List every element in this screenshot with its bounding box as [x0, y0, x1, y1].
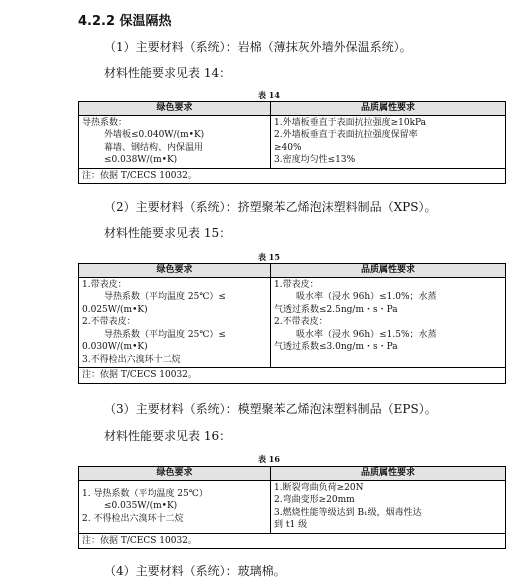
text-line: 2. 不得检出六溴环十二烷	[82, 513, 184, 524]
text-line: 2.不带表皮：	[274, 317, 328, 327]
header-quality: 品质属性要求	[271, 102, 506, 116]
text-line: 3.不得检出六溴环十二烷	[82, 354, 181, 365]
material-1-text: （1）主要材料（系统）：岩棉（薄抹灰外墙外保温系统）。	[104, 40, 412, 54]
text-line: 导热系数（平均温度 25℃）≤	[104, 329, 226, 340]
header-green: 绿色要求	[79, 467, 271, 481]
text-line: ≤0.035W/(m•K)	[104, 501, 178, 512]
text-line: 0.030W/(m•K)	[82, 342, 148, 352]
table-14-caption: 表 14	[258, 90, 280, 100]
text-line: 气透过系数≤2.5ng/m・s・Pa	[274, 304, 398, 315]
table-note-row	[79, 368, 506, 384]
table-row	[79, 480, 506, 533]
text-line: 2.外墙板垂直于表面抗拉强度保留率	[274, 130, 418, 140]
text-line: 导热系数（平均温度 25℃）≤	[104, 292, 226, 302]
text-line: 1.外墙板垂直于表面抗拉强度≥10kPa	[274, 117, 427, 128]
text-line: 2.弯曲变形≥20mm	[274, 495, 355, 505]
text-line: 2.不带表皮：	[82, 317, 136, 327]
table-header-row	[79, 264, 506, 278]
table-row	[79, 115, 506, 168]
cell-quality	[271, 115, 506, 168]
section-title: 保温隔热	[119, 14, 172, 29]
table-14	[78, 101, 506, 184]
text-line: 1. 导热系数（平均温度 25℃）	[82, 488, 208, 499]
text-line: 1.带表皮：	[82, 279, 127, 290]
header-quality: 品质属性要求	[271, 467, 506, 481]
material-2-text: （2）主要材料（系统）：挤塑聚苯乙烯泡沫塑料制品（XPS）。	[104, 200, 437, 214]
cell-quality	[271, 480, 506, 533]
text-line: 3.密度均匀性≤13%	[274, 155, 356, 165]
table-15	[78, 263, 506, 384]
text-line: 0.025W/(m•K)	[82, 304, 148, 315]
table-15-intro: 材料性能要求见表 15：	[104, 226, 232, 240]
table-row	[79, 277, 506, 368]
table-note-row	[79, 533, 506, 549]
header-quality: 品质属性要求	[271, 264, 506, 278]
table-15-caption: 表 15	[258, 252, 280, 262]
text-line: 到 t1 级	[274, 520, 308, 530]
table-16	[78, 466, 506, 549]
table-note: 注：依据 T/CECS 10032。	[79, 533, 506, 549]
table-16-caption: 表 16	[258, 454, 280, 464]
table-header-row	[79, 467, 506, 481]
table-header-row	[79, 102, 506, 116]
text-line: 幕墙、钢结构、内保温用	[104, 142, 204, 153]
text-line: ≤0.038W/(m•K)	[104, 155, 178, 165]
text-line: 气透过系数≤3.0ng/m・s・Pa	[274, 342, 398, 352]
text-line: 吸水率（浸水 96h）≤1.0%；水蒸	[296, 292, 437, 302]
table-note: 注：依据 T/CECS 10032。	[79, 368, 506, 384]
cell-green	[79, 115, 271, 168]
material-3-text: （3）主要材料（系统）：模塑聚苯乙烯泡沫塑料制品（EPS）。	[104, 402, 437, 416]
section-heading	[78, 10, 172, 29]
text-line: 导热系数：	[82, 117, 128, 128]
header-green: 绿色要求	[79, 264, 271, 278]
section-number: 4.2.2	[78, 14, 116, 29]
table-note-row	[79, 168, 506, 184]
text-line: 1.断裂弯曲负荷≥20N	[274, 482, 364, 493]
table-14-intro: 材料性能要求见表 14：	[104, 66, 232, 80]
table-16-intro: 材料性能要求见表 16：	[104, 429, 232, 443]
text-line: 外墙板≤0.040W/(m•K)	[104, 130, 205, 140]
text-line: ≥40%	[274, 142, 302, 153]
text-line: 1.带表皮：	[274, 279, 319, 290]
text-line: 吸水率（浸水 96h）≤1.5%；水蒸	[296, 329, 437, 340]
cell-green	[79, 480, 271, 533]
header-green: 绿色要求	[79, 102, 271, 116]
table-note: 注：依据 T/CECS 10032。	[79, 168, 506, 184]
cell-quality	[271, 277, 506, 368]
material-4-text: （4）主要材料（系统）：玻璃棉。	[104, 564, 286, 578]
cell-green	[79, 277, 271, 368]
text-line: 3.燃烧性能等级达到 B₁级，烟毒性达	[274, 507, 422, 518]
